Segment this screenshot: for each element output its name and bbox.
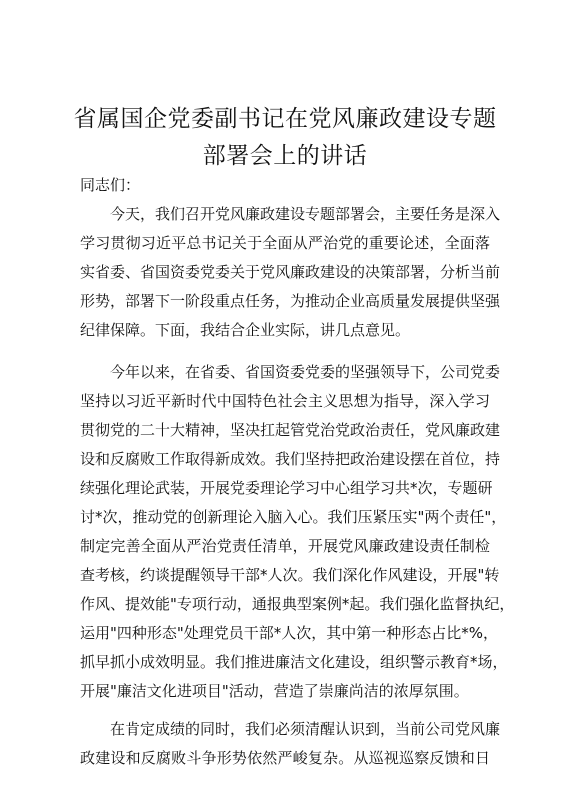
document-title-line-2: 部署会上的讲话 — [202, 143, 368, 169]
paragraph-1-line: 今天，我们召开党风廉政建设专题部署会，主要任务是深入 — [110, 205, 501, 223]
paragraph-2-line: 贯彻党的二十大精神，坚决扛起管党治党政治责任，党风廉政建 — [80, 421, 501, 439]
document-title-line-1: 省属国企党委副书记在党风廉政建设专题 — [73, 106, 497, 132]
paragraph-2-line: 开展"廉洁文化进项目"活动，营造了崇廉尚洁的浓厚氛围。 — [80, 682, 469, 700]
paragraph-2-line: 续强化理论武装，开展党委理论学习中心组学习共*次，专题研 — [80, 479, 493, 497]
paragraph-2-line: 设和反腐败工作取得新成效。我们坚持把政治建设摆在首位，持 — [80, 450, 501, 468]
paragraph-1-line: 学习贯彻习近平总书记关于全面从严治党的重要论述，全面落 — [80, 234, 490, 252]
paragraph-3-line: 政建设和反腐败斗争形势依然严峻复杂。从巡视巡察反馈和日 — [80, 749, 490, 767]
paragraph-1-line: 实省委、省国资委党委关于党风廉政建设的决策部署，分析当前 — [80, 263, 501, 281]
paragraph-1-line: 纪律保障。下面，我结合企业实际，讲几点意见。 — [80, 321, 411, 339]
paragraph-2-line: 制定完善全面从严治党责任清单，开展党风廉政建设责任制检 — [80, 537, 490, 555]
paragraph-2-line: 作风、提效能"专项行动，通报典型案例*起。我们强化监督执纪， — [80, 595, 515, 613]
paragraph-2-line: 抓早抓小成效明显。我们推进廉洁文化建设，组织警示教育*场， — [80, 653, 508, 671]
paragraph-2-line: 运用"四种形态"处理党员干部*人次，其中第一种形态占比*%， — [80, 624, 499, 642]
paragraph-1-line: 形势，部署下一阶段重点任务，为推动企业高质量发展提供坚强 — [80, 292, 501, 310]
paragraph-2-line: 今年以来，在省委、省国资委党委的坚强领导下，公司党委 — [110, 363, 501, 381]
paragraph-2-line: 查考核，约谈提醒领导干部*人次。我们深化作风建设，开展"转 — [80, 566, 500, 584]
paragraph-2-line: 讨*次，推动党的创新理论入脑入心。我们压紧压实"两个责任"， — [80, 508, 507, 526]
paragraph-2-line: 坚持以习近平新时代中国特色社会主义思想为指导，深入学习 — [80, 392, 490, 410]
salutation: 同志们： — [80, 176, 141, 194]
paragraph-3-line: 在肯定成绩的同时，我们必须清醒认识到，当前公司党风廉 — [110, 720, 501, 738]
